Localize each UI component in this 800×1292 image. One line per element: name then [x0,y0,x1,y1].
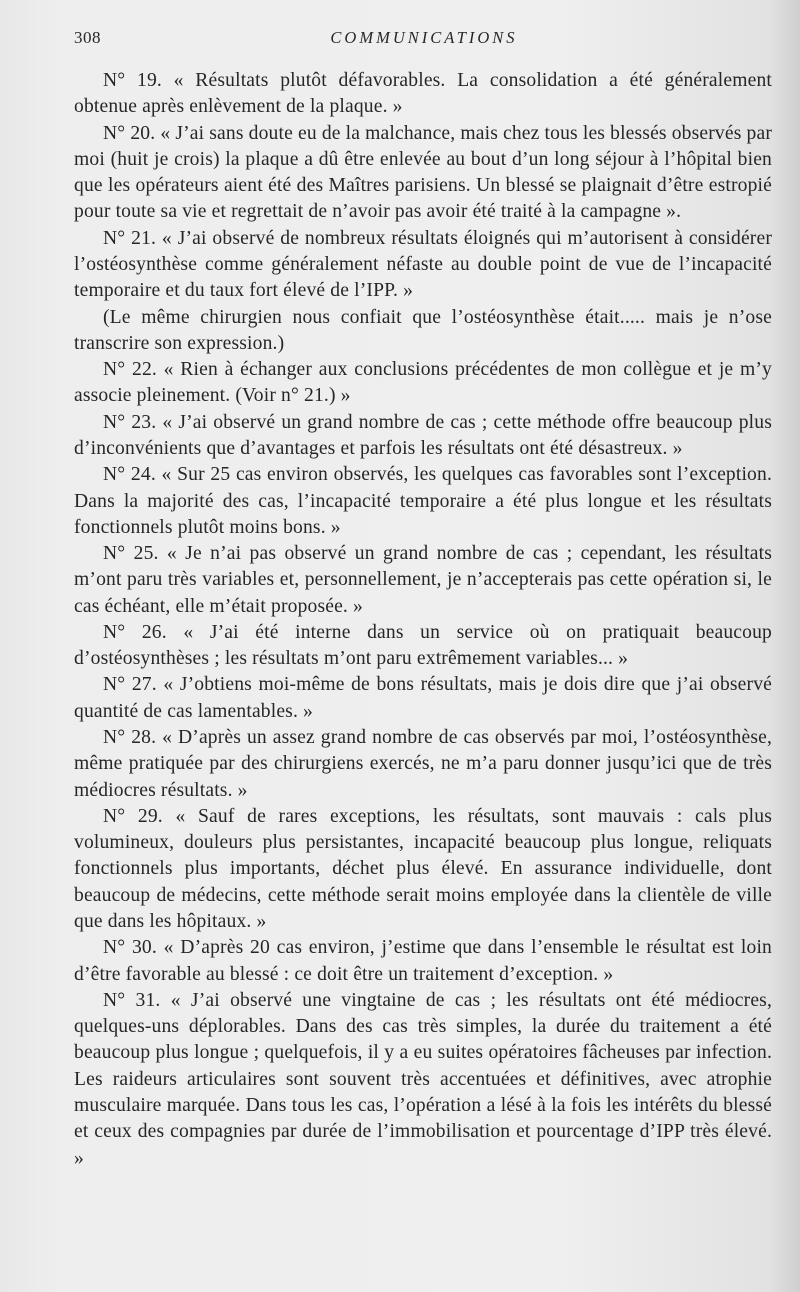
page-header [74,28,774,52]
page-number: 308 [74,28,101,47]
paragraph-21: N° 21. « J’ai observé de nombreux résultats éloignés qui m’autorisent à considérer l’ostéosynthèse comme généralement néfaste au double point de vue de l’incapacité temporaire et du taux fort élevé de l’IPP. » [74,227,772,302]
paragraph-21-note: (Le même chirurgien nous confiait que l’ostéosynthèse était..... mais je n’ose transcrire son expression.) [74,306,772,354]
body-text [74,68,772,1172]
paragraph-29: N° 29. « Sauf de rares exceptions, les résultats, sont mauvais : cals plus volumineux, douleurs plus persistantes, incapacité beaucoup plus longue, reliquats fonctionnels plus importants, déchet plus élevé. En assurance individuelle, dont beaucoup de médecins, cette méthode serait moins employée dans la clientèle de ville que dans les hôpitaux. » [74,805,772,932]
paragraph-30: N° 30. « D’après 20 cas environ, j’estime que dans l’ensemble le résultat est loin d’être favorable au blessé : ce doit être un traitement d’exception. » [74,937,772,985]
paragraph-25: N° 25. « Je n’ai pas observé un grand nombre de cas ; cependant, les résultats m’ont paru très variables et, personnellement, je n’accepterais pas cette opération si, le cas échéant, elle m’était proposée. » [74,543,772,617]
paragraph-27: N° 27. « J’obtiens moi-même de bons résultats, mais je dois dire que j’ai observé quantité de cas lamentables. » [74,674,772,722]
paragraph-23: N° 23. « J’ai observé un grand nombre de cas ; cette méthode offre beaucoup plus d’inconvénients que d’avantages et parfois les résultats ont été désastreux. » [74,411,772,459]
paragraph-31: N° 31. « J’ai observé une vingtaine de cas ; les résultats ont été médiocres, quelques-uns déplorables. Dans des cas très simples, la durée du traitement a été beaucoup plus longue ; quelquefois, il y a eu suites opératoires fâcheuses par infection. Les raideurs articulaires sont souvent très accentuées et définitives, avec atrophie musculaire marquée. Dans tous les cas, l’opération a lésé à la fois les intérêts du blessé et ceux des compagnies par durée de l’immobilisation et pourcentage d’IPP très élevé. » [74,989,772,1169]
paragraph-26: N° 26. « J’ai été interne dans un service où on pratiquait beaucoup d’ostéosynthèses ; les résultats m’ont paru extrêmement variables... » [74,621,772,670]
paragraph-24: N° 24. « Sur 25 cas environ observés, les quelques cas favorables sont l’exception. Dans la majorité des cas, l’incapacité temporaire a été plus longue et les résultats fonctionnels plutôt moins bons. » [74,464,772,538]
paragraph-22: N° 22. « Rien à échanger aux conclusions précédentes de mon collègue et je m’y associe pleinement. (Voir n° 21.) » [74,359,772,407]
paragraph-20: N° 20. « J’ai sans doute eu de la malchance, mais chez tous les blessés observés par moi (huit je crois) la plaque a dû être enlevée au bout d’un long séjour à l’hôpital bien que les opérateurs aient été des Maîtres parisiens. Un blessé se plaignait d’être estropié pour toute sa vie et regrettait de n’avoir pas avoir été traité à la campagne ». [74,122,773,223]
paragraph-28: N° 28. « D’après un assez grand nombre de cas observés par moi, l’ostéosynthèse, même pratiquée par des chirurgiens exercés, ne m’a paru donner jusqu’ici que de très médiocres résultats. » [74,727,772,801]
running-title: COMMUNICATIONS [330,28,518,47]
paragraph-19: N° 19. « Résultats plutôt défavorables. La consolidation a été généralement obtenue après enlèvement de la plaque. » [74,70,772,118]
